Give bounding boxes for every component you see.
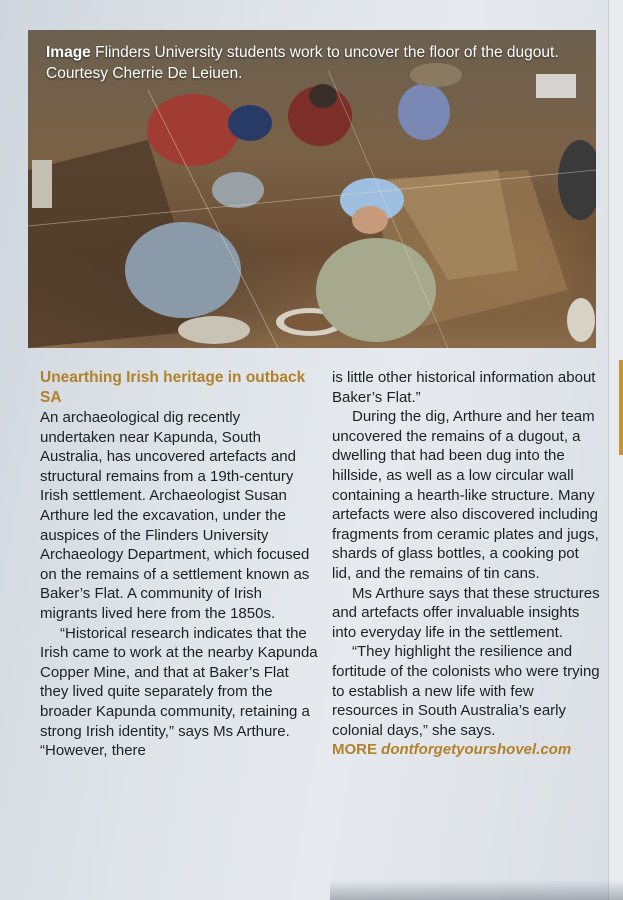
more-link[interactable] bbox=[332, 740, 602, 760]
caption-text: Flinders University students work to uncover the floor of the dugout. Courtesy Cherrie De Leiuen. bbox=[46, 44, 559, 82]
accent-bar bbox=[619, 360, 623, 455]
more-label: MORE bbox=[332, 741, 377, 759]
paragraph: is little other historical information about Baker’s Flat.” bbox=[332, 369, 596, 406]
paragraph: During the dig, Arthure and her team uncovered the remains of a dugout, a dwelling that had been dug into the hillside, as well as a low circular wall containing a hearth-like structure. Many artefacts were also discovered including fragments from ceramic plates and jugs, shards of glass bottles, a cooking pot lid, and the remains of tin cans. bbox=[332, 408, 599, 582]
adjacent-column-edge bbox=[608, 0, 623, 900]
article-heading: Unearthing Irish heritage in outback SA bbox=[40, 369, 306, 406]
caption-label: Image bbox=[46, 44, 91, 61]
excavation-photo bbox=[28, 30, 596, 348]
paragraph: “Historical research indicates that the Irish came to work at the nearby Kapunda Copper Mine, and that at Baker’s Flat they lived quite separately from the broader Kapunda community, retaining a strong Irish identity,” says Ms Arthure. “However, there bbox=[40, 624, 318, 760]
article-column-2 bbox=[332, 368, 602, 760]
paragraph: “They highlight the resilience and fortitude of the colonists who were trying to establish a new life with few resources in South Australia’s early colonial days,” she says. bbox=[332, 643, 600, 739]
article-column-1 bbox=[40, 408, 318, 761]
paragraph: An archaeological dig recently undertaken near Kapunda, South Australia, has uncovered artefacts and structural remains from a 19th-century Irish settlement. Archaeologist Susan Arthure led the excavation, under the auspices of the Flinders University Archaeology Department, which focused on the remains of a settlement known as Baker’s Flat. A community of Irish migrants lived here from the 1850s. bbox=[40, 409, 310, 622]
paragraph: Ms Arthure says that these structures and artefacts offer invaluable insights into everyday life in the settlement. bbox=[332, 584, 600, 641]
page-shadow bbox=[330, 880, 623, 900]
more-url[interactable]: dontforgetyourshovel.com bbox=[381, 741, 572, 759]
photo-caption bbox=[46, 42, 586, 84]
